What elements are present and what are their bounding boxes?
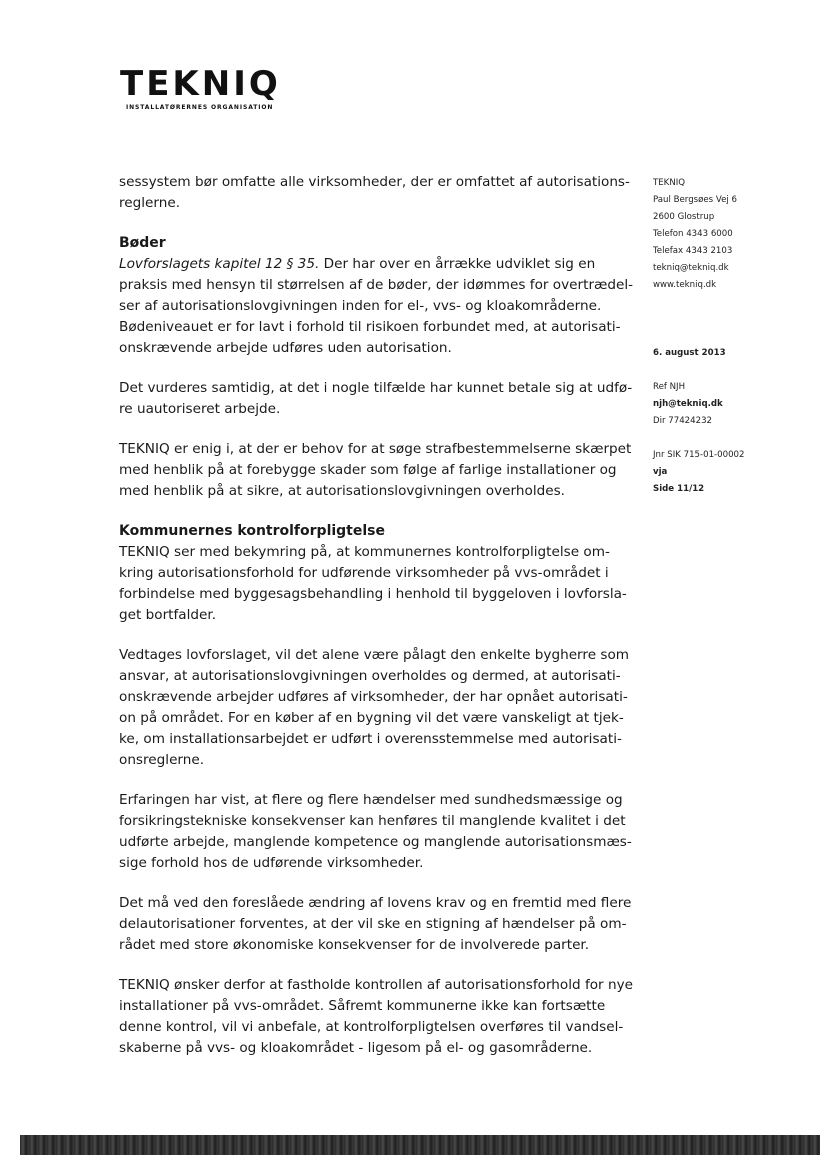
paragraph-line: on på området. For en køber af en bygning vil det være vanskeligt at tjek- [119, 710, 624, 726]
section-heading-kontrol: Kommunernes kontrolforpligtelse [119, 523, 385, 539]
logo-subtitle: INSTALLATØRERNES ORGANISATION [126, 104, 274, 111]
paragraph-line: sige forhold hos de udførende virksomheder. [119, 855, 424, 871]
paragraph-line: skaberne på vvs- og kloakområdet - ligesom på el- og gasområderne. [119, 1040, 593, 1056]
paragraph-line: Erfaringen har vist, at flere og flere hændelser med sundhedsmæssige og [119, 792, 623, 808]
paragraph-line: ke, om installationsarbejdet er udført i overensstemmelse med autorisati- [119, 731, 622, 747]
paragraph-line: Det må ved den foreslåede ændring af lovens krav og en fremtid med flere [119, 895, 632, 911]
sender-fax: Telefax 4343 2103 [653, 246, 733, 256]
logo-wordmark: TEKNIQ [120, 64, 281, 104]
paragraph-line: get bortfalder. [119, 607, 217, 623]
paragraph-line: delautorisationer forventes, at der vil ske en stigning af hændelser på om- [119, 916, 627, 932]
paragraph-line: onsreglerne. [119, 752, 205, 768]
paragraph-line: Bødeniveauet er for lavt i forhold til risikoen forbundet med, at autorisati- [119, 319, 621, 335]
paragraph-line: TEKNIQ er enig i, at der er behov for at søge strafbestemmelserne skærpet [119, 441, 632, 457]
direct-phone: Dir 77424232 [653, 416, 713, 426]
sender-city: 2600 Glostrup [653, 212, 715, 222]
paragraph-line: praksis med hensyn til størrelsen af de bøder, der idømmes for overtrædel- [119, 277, 634, 293]
paragraph-line: Det vurderes samtidig, at det i nogle tilfælde har kunnet betale sig at udfø- [119, 380, 633, 396]
section-heading-boder: Bøder [119, 235, 166, 251]
paragraph-line: ansvar, at autorisationslovgivningen overholdes og dermed, at autorisati- [119, 668, 621, 684]
paragraph-line: med henblik på at forebygge skader som følge af farlige installationer og [119, 462, 617, 478]
sender-phone: Telefon 4343 6000 [653, 229, 733, 239]
paragraph-line: udførte arbejde, manglende kompetence og manglende autorisationsmæs- [119, 834, 632, 850]
sender-email: tekniq@tekniq.dk [653, 263, 729, 273]
paragraph-line: TEKNIQ ønsker derfor at fastholde kontrollen af autorisationsforhold for nye [119, 977, 633, 993]
paragraph-line: reglerne. [119, 195, 181, 211]
paragraph-line: installationer på vvs-området. Såfremt kommunerne ikke kan fortsætte [119, 998, 606, 1014]
paragraph-line: onskrævende arbejde udføres uden autorisation. [119, 340, 452, 356]
paragraph-line: rådet med store økonomiske konsekvenser for de involverede parter. [119, 937, 590, 953]
footer-scan-bar [20, 1135, 820, 1155]
sender-org: TEKNIQ [653, 178, 686, 188]
paragraph-line: med henblik på at sikre, at autorisationslovgivningen overholdes. [119, 483, 565, 499]
paragraph-text: Der har over en årrække udviklet sig en [319, 256, 596, 272]
reference-initials: Ref NJH [653, 382, 686, 392]
sender-website: www.tekniq.dk [653, 280, 717, 290]
letter-date: 6. august 2013 [653, 348, 726, 358]
paragraph-line: denne kontrol, vil vi anbefale, at kontrolforpligtelsen overføres til vandsel- [119, 1019, 624, 1035]
paragraph-line: forsikringstekniske konsekvenser kan henføres til manglende kvalitet i det [119, 813, 626, 829]
paragraph-line: Vedtages lovforslaget, vil det alene være pålagt den enkelte bygherre som [119, 647, 630, 663]
page-number: Side 11/12 [653, 484, 705, 494]
law-reference: Lovforslagets kapitel 12 § 35. [119, 256, 320, 272]
paragraph-line [119, 254, 639, 275]
paragraph-line: re uautoriseret arbejde. [119, 401, 281, 417]
sender-sidebar [653, 175, 813, 498]
sender-address: Paul Bergsøes Vej 6 [653, 195, 737, 205]
paragraph-line: forbindelse med byggesagsbehandling i henhold til byggeloven i lovforsla- [119, 586, 627, 602]
paragraph-line: TEKNIQ ser med bekymring på, at kommunernes kontrolforpligtelse om- [119, 544, 610, 560]
journal-number: Jnr SIK 715-01-00002 [653, 450, 745, 460]
paragraph-line: ser af autorisationslovgivningen inden for el-, vvs- og kloakområderne. [119, 298, 602, 314]
letter-body [119, 172, 639, 1059]
paragraph-line: kring autorisationsforhold for udførende virksomheder på vvs-området i [119, 565, 609, 581]
reference-email: njh@tekniq.dk [653, 399, 723, 409]
paragraph-line: onskrævende arbejder udføres af virksomheder, der har opnået autorisati- [119, 689, 628, 705]
tekniq-logo [120, 66, 281, 111]
clerk-initials: vja [653, 467, 668, 477]
paragraph-line: sessystem bør omfatte alle virksomheder, der er omfattet af autorisations- [119, 174, 630, 190]
